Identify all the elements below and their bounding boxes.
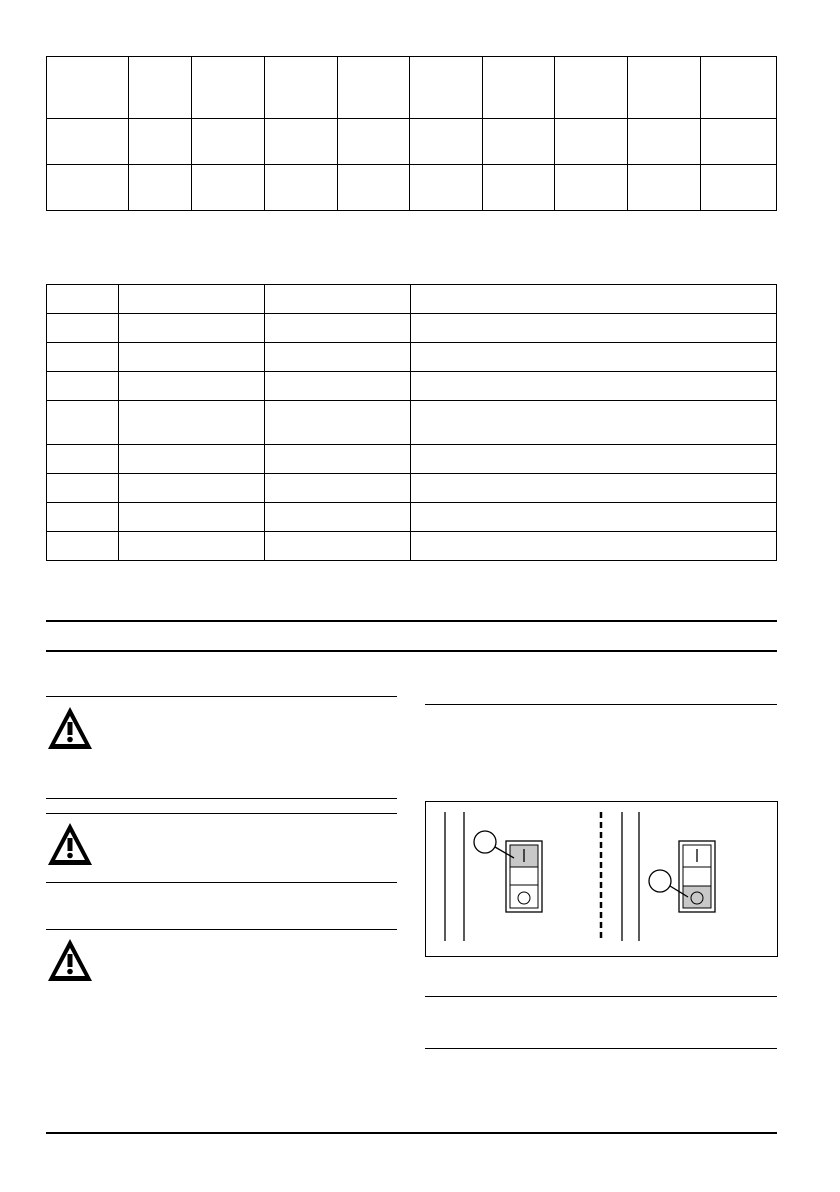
warning-rule xyxy=(46,929,397,930)
table-row xyxy=(47,285,777,314)
table-cell xyxy=(264,532,411,561)
table-cell xyxy=(264,57,337,119)
table-cell xyxy=(411,474,777,503)
table-cell xyxy=(483,119,555,165)
table-cell xyxy=(264,314,411,343)
table-cell xyxy=(118,474,264,503)
table-cell xyxy=(411,343,777,372)
table-cell xyxy=(264,285,411,314)
table-cell xyxy=(337,57,410,119)
table-cell xyxy=(411,401,777,445)
table-cell xyxy=(118,532,264,561)
table-cell xyxy=(47,532,119,561)
table-row xyxy=(47,165,777,211)
table-cell xyxy=(191,165,264,211)
table-cell xyxy=(628,165,701,211)
warning-triangle-icon xyxy=(46,704,94,752)
warning-rule xyxy=(46,813,397,814)
table-cell xyxy=(47,343,119,372)
table-cell xyxy=(264,474,411,503)
table-cell xyxy=(337,165,410,211)
table-cell xyxy=(264,343,411,372)
table-cell xyxy=(701,165,777,211)
table-cell xyxy=(410,119,483,165)
table-cell xyxy=(483,57,555,119)
table-cell xyxy=(411,314,777,343)
table-row xyxy=(47,503,777,532)
table-cell xyxy=(118,343,264,372)
table-cell xyxy=(47,372,119,401)
table-row xyxy=(47,57,777,119)
table-cell xyxy=(118,372,264,401)
table-cell xyxy=(47,445,119,474)
warning-rule xyxy=(46,882,397,883)
table-cell xyxy=(47,474,119,503)
table-cell xyxy=(118,285,264,314)
table-cell xyxy=(118,401,264,445)
table-cell xyxy=(410,57,483,119)
table-cell xyxy=(128,57,191,119)
table-cell xyxy=(47,401,119,445)
table-cell xyxy=(264,372,411,401)
table-cell xyxy=(411,503,777,532)
footer-rule xyxy=(46,1132,777,1134)
table-cell xyxy=(118,445,264,474)
section-rule-bottom xyxy=(46,650,777,652)
table-row xyxy=(47,474,777,503)
table-cell xyxy=(411,532,777,561)
table-row xyxy=(47,401,777,445)
table-cell xyxy=(191,57,264,119)
table-cell xyxy=(628,119,701,165)
warning-rule xyxy=(46,696,397,697)
table-row xyxy=(47,532,777,561)
warning-triangle-icon xyxy=(46,936,94,984)
spec-table-bottom xyxy=(46,284,777,561)
table-cell xyxy=(411,285,777,314)
table-cell xyxy=(128,165,191,211)
table-cell xyxy=(191,119,264,165)
note-rule xyxy=(425,1048,777,1049)
switch-illustration xyxy=(425,801,778,957)
table-cell xyxy=(47,165,129,211)
table-cell xyxy=(410,165,483,211)
table-cell xyxy=(555,119,628,165)
spec-table-top xyxy=(46,56,777,211)
table-cell xyxy=(47,285,119,314)
table-row xyxy=(47,445,777,474)
table-cell xyxy=(264,401,411,445)
warning-rule xyxy=(46,798,397,799)
table-cell xyxy=(264,119,337,165)
table-row xyxy=(47,343,777,372)
table-cell xyxy=(701,57,777,119)
table-cell xyxy=(555,165,628,211)
table-cell xyxy=(264,445,411,474)
table-cell xyxy=(555,57,628,119)
table-cell xyxy=(411,445,777,474)
table-cell xyxy=(337,119,410,165)
table-cell xyxy=(264,165,337,211)
table-cell xyxy=(47,314,119,343)
section-rule-top xyxy=(46,620,777,622)
table-cell xyxy=(264,503,411,532)
table-cell xyxy=(128,119,191,165)
table-cell xyxy=(47,57,129,119)
table-cell xyxy=(411,372,777,401)
table-row xyxy=(47,372,777,401)
table-cell xyxy=(701,119,777,165)
table-cell xyxy=(483,165,555,211)
warning-triangle-icon xyxy=(46,820,94,868)
table-cell xyxy=(628,57,701,119)
table-row xyxy=(47,119,777,165)
note-rule xyxy=(425,704,777,705)
note-rule xyxy=(425,996,777,997)
table-cell xyxy=(118,314,264,343)
table-row xyxy=(47,314,777,343)
table-cell xyxy=(47,503,119,532)
table-cell xyxy=(47,119,129,165)
table-cell xyxy=(118,503,264,532)
